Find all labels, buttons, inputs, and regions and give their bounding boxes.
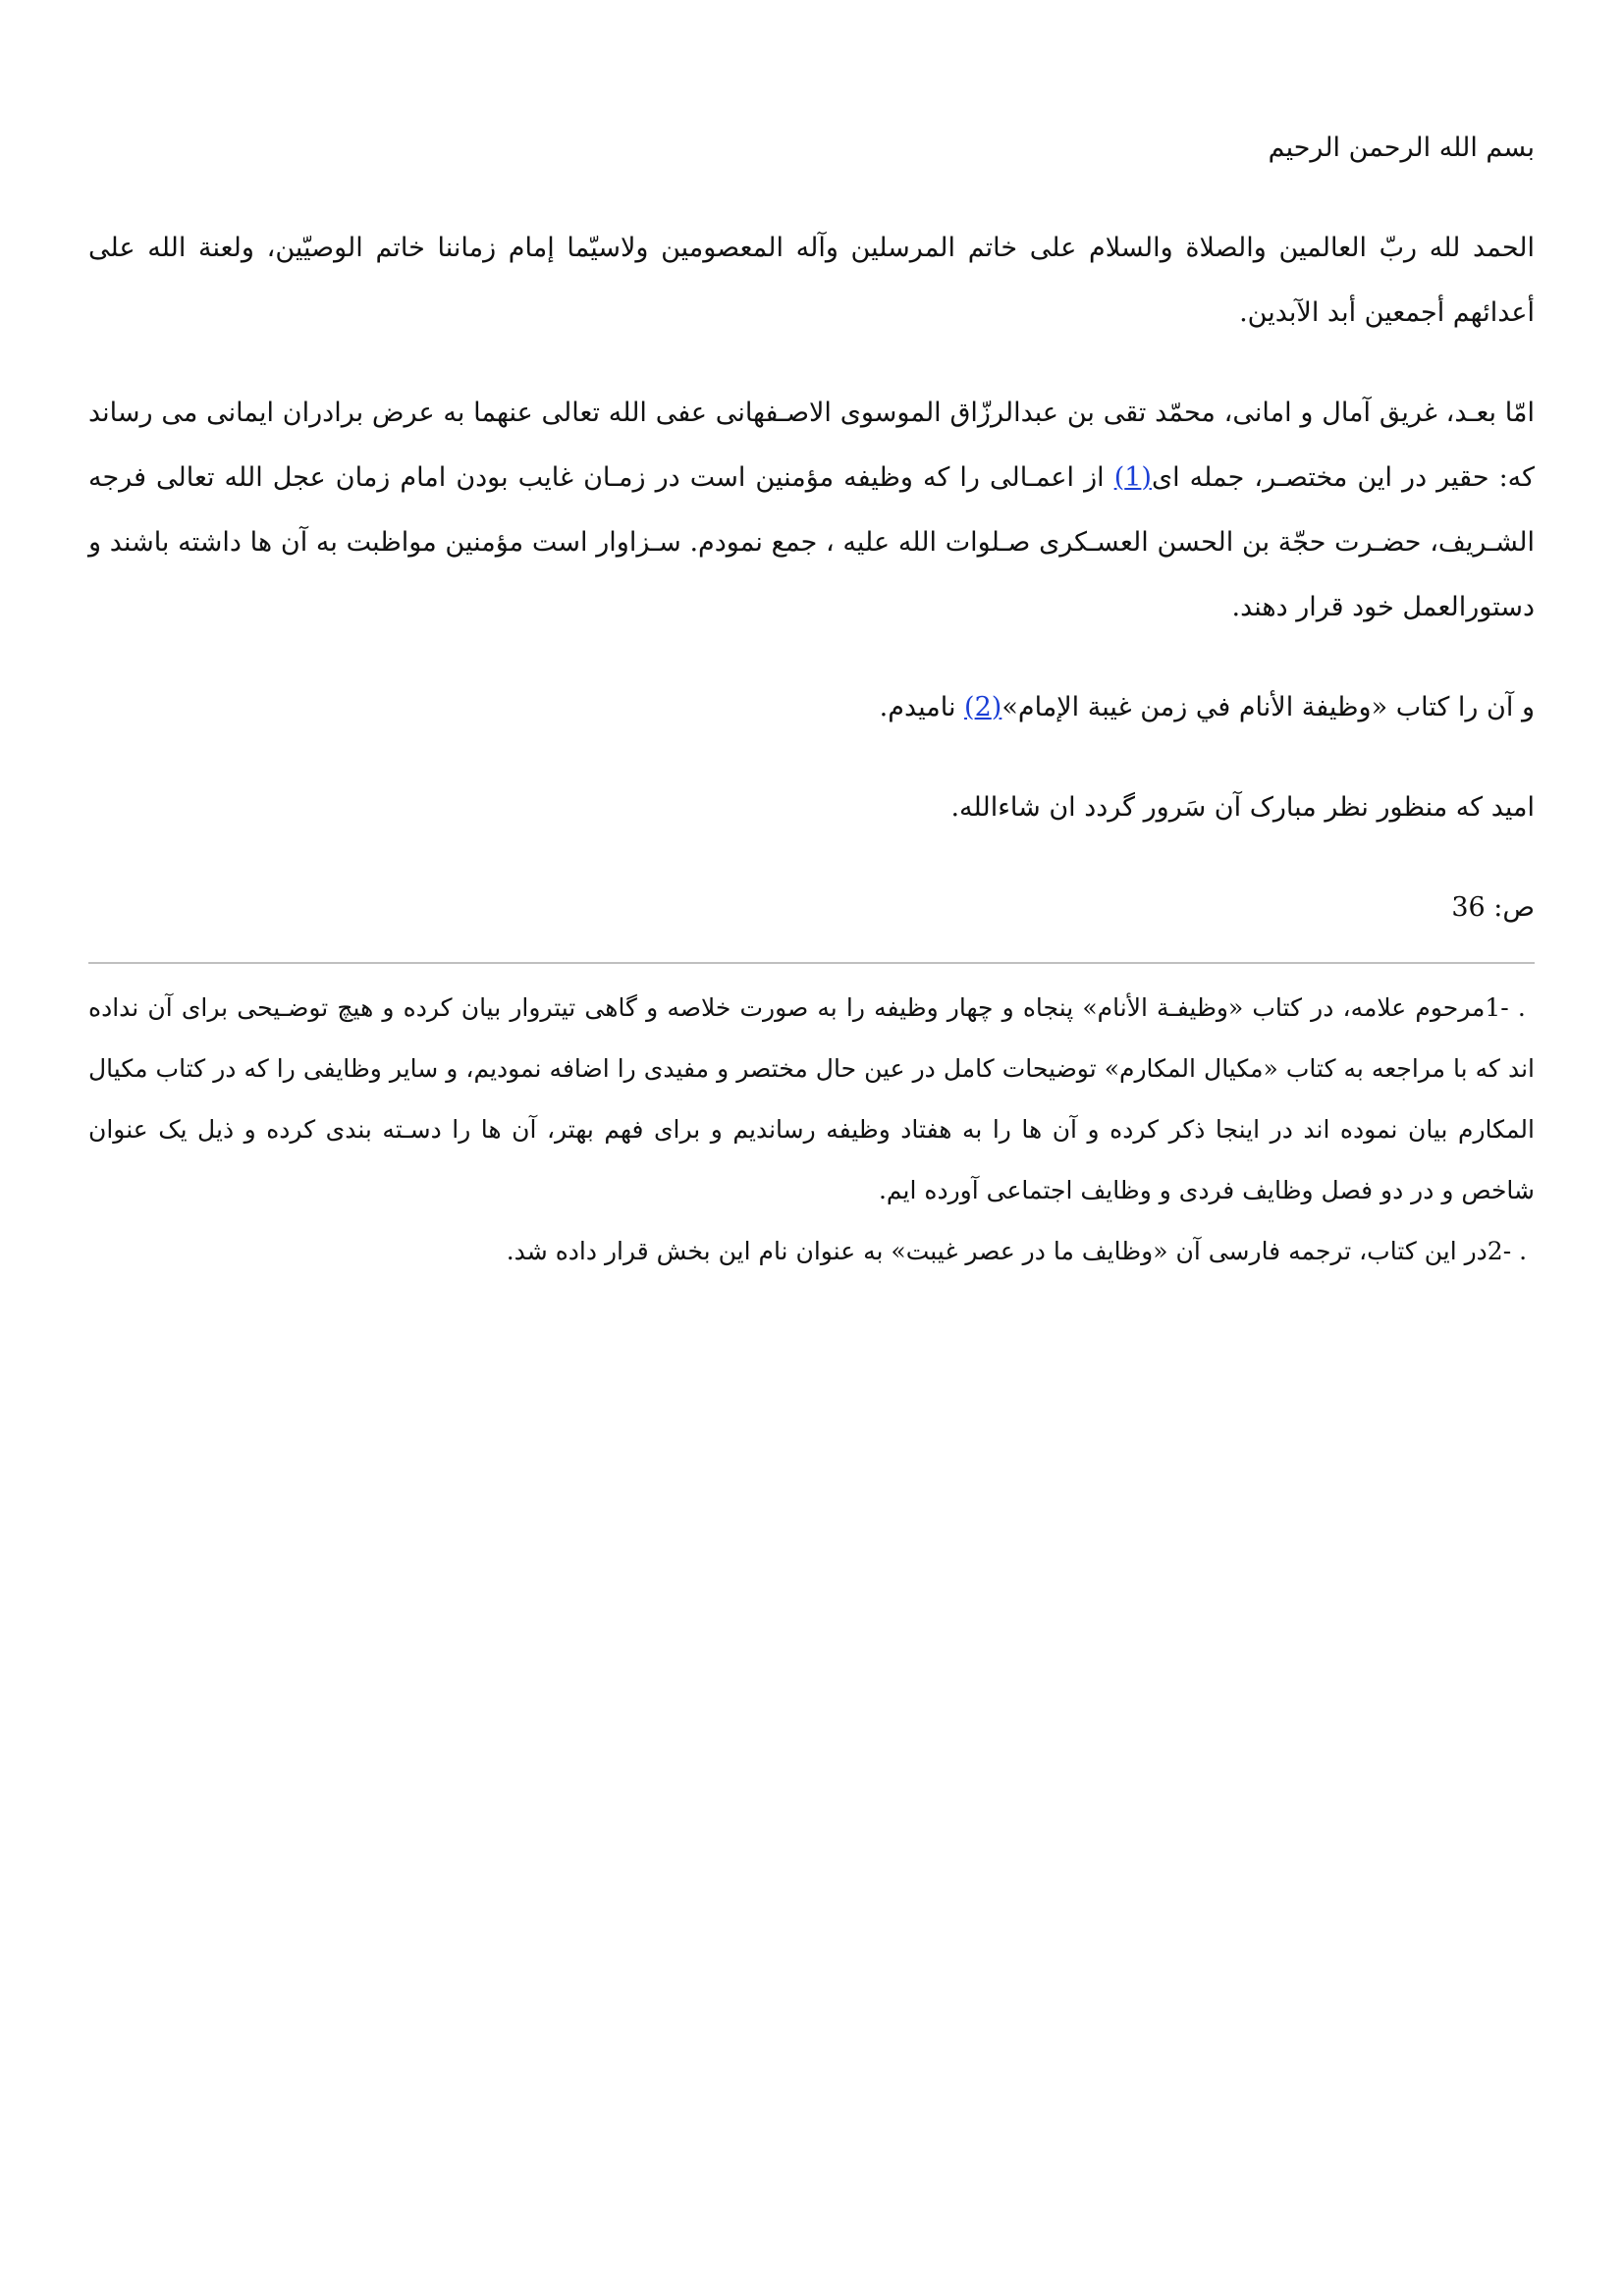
page-number: ص: 36 [1451, 892, 1535, 923]
footnote-number: 2- . [1487, 1237, 1535, 1265]
document-page [88, 116, 1535, 1282]
intro-text-after-footnote: از اعمـالی را که وظیفه مؤمنین است در زمـان غایب بودن امام زمان عجل الله تعالی فرجه الشـریف، حضـرت حجّة بن الحسن العسـکری صـلوات الله علیه ، جمع نمودم. سـزاوار است مؤمنین مواظبت به آن ها داشته باشند و دستورالعمل خود قرار دهند. [88, 462, 1535, 622]
footnote-divider [88, 962, 1535, 964]
footnote-text: مرحوم علامه، در کتاب «وظیفـة الأنام» پنجاه و چهار وظیفه را به صورت خلاصه و گاهی تیتروار بیان کرده و هیچ توضـیحی برای آن نداده اند که با مراجعه به کتاب «مکیال المکارم» توضیحات کامل در عین حال مختصر و مفیدی را اضافه نمودیم، و سایر وظایفی را که در کتاب مکیال المکارم بیان نموده اند در اینجا ذکر کرده و آن ها را به هفتاد وظیفه رساندیم و برای فهم بهتر، آن ها را دسـته بندی کرده و ذیل یک عنوان شاخص و در دو فصل وظایف فردی و وظایف اجتماعی آورده ایم. [88, 993, 1535, 1204]
footnote-link-1[interactable]: (1) [1113, 462, 1152, 493]
intro-text-before-footnote: امّا بعـد، غریق آمال و امانی، محمّد تقی بن عبدالرزّاق الموسوی الاصـفهانی عفی الله تعالی عنهما به عرض برادران ایمانی می رساند که: حقیر در این مختصـر، جمله ای [88, 398, 1536, 493]
footnote-2 [88, 1221, 1535, 1282]
footnotes-section [88, 978, 1535, 1282]
basmala: بسم الله الرحمن الرحيم [1268, 133, 1535, 163]
intro-paragraph [88, 381, 1535, 640]
book-title-text: و آن را کتاب «وظیفة الأنام في زمن غیبة الإمام» [1001, 692, 1535, 722]
praise-paragraph: الحمد لله ربّ العالمین والصلاة والسلام علی خاتم المرسلین وآله المعصومین ولاسیّما إمام زماننا خاتم الوصیّین، ولعنة الله علی أعدائهم أجمعین أبد الآبدین. [88, 233, 1535, 328]
footnote-1 [88, 978, 1535, 1221]
footnote-link-2[interactable]: (2) [964, 692, 1002, 722]
hope-paragraph: امید که منظور نظر مبارک آن سَرور گردد ان شاءالله. [950, 792, 1535, 823]
book-title-suffix: نامیدم. [879, 692, 965, 722]
book-title-paragraph [88, 675, 1535, 740]
footnote-text: در این کتاب، ترجمه فارسی آن «وظایف ما در عصر غیبت» به عنوان نام این بخش قرار داده شد. [506, 1237, 1488, 1265]
footnote-number: 1- . [1485, 993, 1535, 1022]
